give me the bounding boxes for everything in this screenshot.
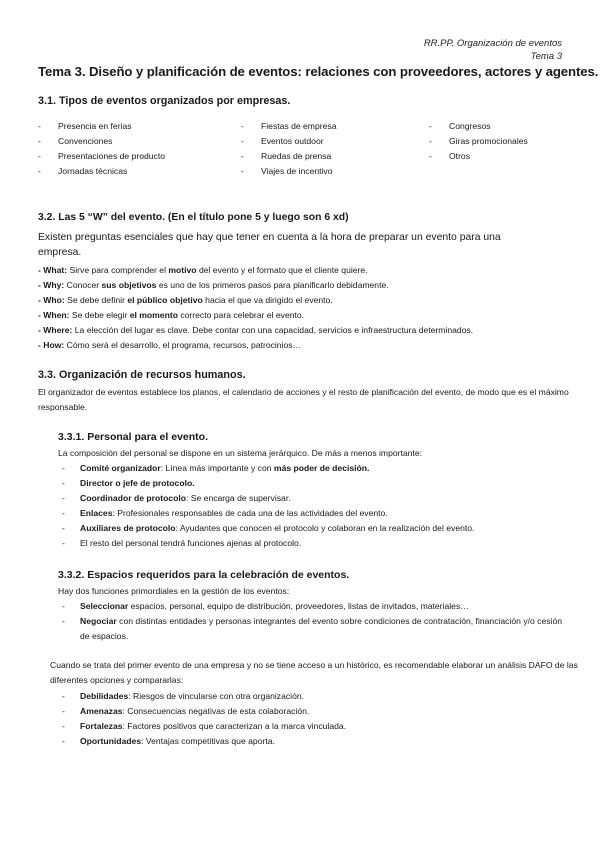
document-page: RR.PP. Organización de eventos Tema 3 Tema 3. Diseño y planificación de eventos: relaciones con proveedores, actores y agentes. 3.1. Tipos de eventos organizados por empresas. - Presencia en ferias - Convenciones - Presentaciones de producto - Jornadas técnicas - Fiestas de empresa - Eventos outdoor - Ruedas de prensa - Viajes de incentivo - Congresos - Giras promocionales - Otros 3.2. Las 5 “W” del evento. (En el título pone 5 y luego son 6 xd) Existen preguntas esenciales que hay que tener en cuenta a la hora de preparar un evento para una empresa. - What: Sirve para comprender el motivo del evento y el formato que el cliente quiere. - Why: Conocer sus objetivos es uno de los primeros pasos para planificarlo debidamente. - Who: Se debe definir el público objetivo hacia el que va dirigido el evento. - When: Se debe elegir el momento correcto para celebrar el evento. - Where: La elección del lugar es clave. Debe contar con una capacidad, servicios e infraestructura determinados. - How: Cómo será el desarrollo, el programa, recursos, patrocinios… 3.3. Organización de recursos humanos. El organizador de eventos establece los planos, el calendario de acciones y el resto de planificación del evento, de modo que es el máximo responsable. 3.3.1. Personal para el evento. La composición del personal se dispone en un sistema jerárquico. De más a menos importante: - Comité organizador: Línea más importante y con más poder de decisión. - Director o jefe de protocolo. - Coordinador de protocolo: Se encarga de supervisar. - Enlaces: Profesionales responsables de cada una de las actividades del evento. - Auxiliares de protocolo: Ayudantes que conocen el protocolo y colaboran en la realización del evento. - El resto del personal tendrá funciones ajenas al protocolo. 3.3.2. Espacios requeridos para la celebración de eventos. Hay dos funciones primordiales en la gestión de los eventos: - Seleccionar espacios, personal, equipo de distribución, proveedores, listas de invitados, materiales… - Negociar con distintas entidades y personas integrantes del evento sobre condiciones de contratación, financiación y/o cesión de espacios. Cuando se trata del primer evento de una empresa y no se tiene acceso a un histórico, es recomendable elaborar un análisis DAFO de las diferentes opciones y compararlas: - Debilidades: Riesgos de vincularse con otra organización. - Amenazas: Consecuencias negativas de esta colaboración. - Fortalezas: Factores positivos que caracterizan a la marca vinculada. - Oportunidades: Ventajas competitivas que aporta. <box>0 0 600 848</box>
dafo-intro: Cuando se trata del primer evento de una empresa y no se tiene acceso a un histórico, es recomendable elaborar un análisis DAFO de las diferentes opciones y compararlas: <box>50 660 578 685</box>
section-3-3-paragraph: El organizador de eventos establece los planos, el calendario de acciones y el resto de planificación del evento, de modo que es el máximo responsable. <box>38 387 569 412</box>
section-3-3-1-heading: 3.3.1. Personal para el evento. <box>58 431 208 443</box>
list-item: - Where: La elección del lugar es clave. Debe contar con una capacidad, servicios e infraestructura determinados. <box>38 325 474 335</box>
document-title: Tema 3. Diseño y planificación de eventos: relaciones con proveedores, actores y agentes. <box>38 64 599 79</box>
five-w-list <box>38 263 578 353</box>
list-item: - Director o jefe de protocolo. <box>62 478 195 488</box>
header-topic: Tema 3 <box>530 51 562 62</box>
dafo-list <box>58 689 568 749</box>
staff-hierarchy-list <box>58 461 568 551</box>
list-item: - Comité organizador: Línea más importante y con más poder de decisión. <box>62 463 370 473</box>
list-item: - Seleccionar espacios, personal, equipo de distribución, proveedores, listas de invitados, materiales… <box>62 601 469 611</box>
list-item: - Enlaces: Profesionales responsables de cada una de las actividades del evento. <box>62 508 388 518</box>
section-3-3-1-intro: La composición del personal se dispone en un sistema jerárquico. De más a menos importante: <box>58 448 422 458</box>
list-item: - How: Cómo será el desarrollo, el programa, recursos, patrocinios… <box>38 340 302 350</box>
list-item: - Amenazas: Consecuencias negativas de esta colaboración. <box>62 706 310 716</box>
list-item: - When: Se debe elegir el momento correcto para celebrar el evento. <box>38 310 305 320</box>
list-item: - Negociar con distintas entidades y personas integrantes del evento sobre condiciones de contratación, financiación y/o cesión de espacios. <box>62 616 563 641</box>
section-3-2-heading: 3.2. Las 5 “W” del evento. (En el título pone 5 y luego son 6 xd) <box>38 212 349 223</box>
list-item: - What: Sirve para comprender el motivo del evento y el formato que el cliente quiere. <box>38 265 368 275</box>
section-3-1-heading: 3.1. Tipos de eventos organizados por empresas. <box>38 95 291 107</box>
event-functions-list <box>58 599 568 644</box>
section-3-3-2-intro: Hay dos funciones primordiales en la gestión de los eventos: <box>58 586 290 596</box>
list-item: - Fortalezas: Factores positivos que caracterizan a la marca vinculada. <box>62 721 347 731</box>
list-item: - Debilidades: Riesgos de vincularse con otra organización. <box>62 691 305 701</box>
list-item: - Who: Se debe definir el público objetivo hacia el que va dirigido el evento. <box>38 295 333 305</box>
section-3-3-2-heading: 3.3.2. Espacios requeridos para la celebración de eventos. <box>58 569 350 581</box>
section-3-2-intro: Existen preguntas esenciales que hay que tener en cuenta a la hora de preparar un evento para una empresa. <box>38 232 501 258</box>
list-item: - Why: Conocer sus objetivos es uno de los primeros pasos para planificarlo debidamente. <box>38 280 389 290</box>
list-item: - Oportunidades: Ventajas competitivas que aporta. <box>62 736 275 746</box>
list-item: - Coordinador de protocolo: Se encarga de supervisar. <box>62 493 291 503</box>
header-course: RR.PP. Organización de eventos <box>423 38 562 49</box>
section-3-3-heading: 3.3. Organización de recursos humanos. <box>38 369 246 381</box>
list-item: - Auxiliares de protocolo: Ayudantes que conocen el protocolo y colaboran en la realización del evento. <box>62 523 475 533</box>
list-item: - El resto del personal tendrá funciones ajenas al protocolo. <box>62 538 302 548</box>
page-header <box>424 37 562 63</box>
